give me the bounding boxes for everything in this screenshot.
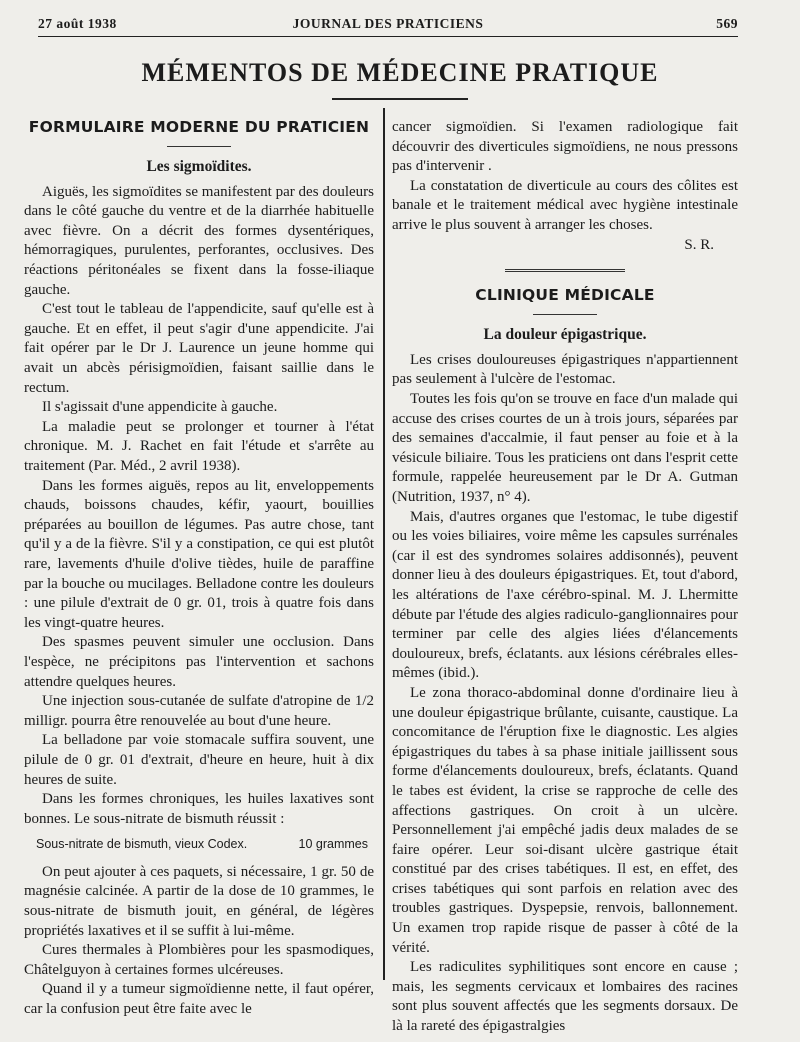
section-heading-formulaire: FORMULAIRE MODERNE DU PRATICIEN	[28, 118, 370, 136]
prescription-item: Sous-nitrate de bismuth, vieux Codex.	[36, 837, 248, 852]
paragraph: Les radiculites syphilitiques sont encore en cause ; mais, les segments cervicaux et lombaires des racines sont plus souvent affectés que les segments dorsaux. De là la rareté des épigastralgies	[392, 959, 738, 1035]
paragraph: Cures thermales à Plombières pour les spasmodiques, Châtelguyon à certaines formes ulcéreuses.	[24, 942, 374, 978]
page-number: 569	[716, 16, 738, 31]
prescription-line	[24, 835, 374, 855]
paragraph: On peut ajouter à ces paquets, si nécessaire, 1 gr. 50 de magnésie calcinée. A partir de la dose de 10 grammes, le sous-nitrate de bismuth jouit, en général, de légères propriétés laxatives et il se suffit à lui-même.	[24, 863, 374, 939]
paragraph: La constatation de diverticule au cours des côlites est banale et le traitement médical avec hygiène intestinale arrive le plus souvent à arranger les choses.	[392, 177, 738, 233]
article-separator	[505, 269, 625, 272]
page-title: MÉMENTOS DE MÉDECINE PRATIQUE	[141, 58, 659, 87]
title-rule	[332, 98, 468, 100]
paragraph: Dans les formes aiguës, repos au lit, enveloppements chauds, boissons chaudes, kéfir, yaourt, bouillies préparées au bouillon de légumes. Pas autre chose, tant qu'il y a de la fièvre. S'il y a constipation, ce qui est plutôt rare, lavements d'huile d'olive tièdes, huile de paraffine par la bouche ou mucilages. Belladone contre les douleurs : une pilule d'extrait de 0 gr. 01, trois à quatre fois dans les vingt-quatre heures.	[24, 477, 374, 631]
paragraph-continuation: cancer sigmoïdien. Si l'examen radiologique fait découvrir des diverticules sigmoïdiens, ne nous pressons pas d'intervenir .	[392, 119, 738, 175]
article-title-douleur: La douleur épigastrique.	[483, 326, 647, 344]
paragraph: La maladie peut se prolonger et tourner à l'état chronique. M. J. Rachet en fait l'étude et s'arrête au traitement (Par. Méd., 2 avril 1938).	[24, 418, 374, 474]
paragraph: Dans les formes chroniques, les huiles laxatives sont bonnes. Le sous-nitrate de bismuth réussit :	[24, 791, 374, 827]
section-rule	[533, 314, 597, 316]
issue-date: 27 août 1938	[38, 16, 117, 31]
paragraph: Des spasmes peuvent simuler une occlusion. Dans l'espèce, ne précipitons pas l'intervention et sachons attendre quelques heures.	[24, 634, 374, 690]
article-title-sigmoidites: Les sigmoïdites.	[146, 158, 252, 176]
paragraph: Les crises douloureuses épigastriques n'appartiennent pas seulement à l'ulcère de l'estomac.	[392, 351, 738, 388]
paragraph: Le zona thoraco-abdominal donne d'ordinaire lieu à une douleur épigastrique brûlante, cuisante, caustique. La concomitance de l'éruption fixe le diagnostic. Les algies épigastriques du tabes à sa phase initiale jaillissent sous forme d'élancements douloureux, brefs, éclatants. Quand le tabes est évident, la crise se rapproche de celle des affections gastriques. On croit à un ulcère. Personnellement j'ai empêché jadis deux malades de se faire opérer. Leur soi-disant ulcère gastrique était constitué par des crises tabétiques. Il est, en effet, des crises tabétiques qui sont parfois en relation avec des troubles gastriques. Dyspepsie, renvois, ballonnement. Un examen trop rapide risque de passer à côté de la vérité.	[392, 684, 738, 956]
paragraph: La belladone par voie stomacale suffira souvent, une pilule de 0 gr. 01 d'extrait, d'heure en heure, huit à dix heures de suite.	[24, 732, 374, 788]
left-column	[24, 118, 374, 1020]
prescription-quantity: 10 grammes	[298, 837, 368, 852]
journal-name: JOURNAL DES PRATICIENS	[292, 16, 484, 31]
paragraph: Aiguës, les sigmoïdites se manifestent par des douleurs dans le côté gauche du ventre et de la diarrhée habituelle avec fièvre. On a décrit des formes dysentériques, hémorragiques, purulentes, perforantes, occlusives. Des réactions péritonéales se fixent dans la fosse-iliaque gauche.	[24, 183, 374, 298]
right-column	[392, 118, 738, 1037]
paragraph: Une injection sous-cutanée de sulfate d'atropine de 1/2 milligr. pourra être renouvelée au bout d'une heure.	[24, 693, 374, 729]
running-head	[38, 14, 738, 37]
section-heading-clinique: CLINIQUE MÉDICALE	[475, 286, 655, 305]
author-signature: S. R.	[684, 236, 714, 253]
column-divider	[383, 108, 385, 980]
paragraph: Il s'agissait d'une appendicite à gauche.	[42, 399, 278, 416]
paragraph: Mais, d'autres organes que l'estomac, le tube digestif ou les voies biliaires, voire même les capsules surrénales (car il est des syndromes solaires addisonnés), peuvent donner lieu à des douleurs épigastriques. Et, tout d'abord, les altérations de l'axe cérébro-spinal. M. J. Lhermitte débute par l'étude des algies radiculo-ganglionnaires pour terminer par celle des algies liées d'élancements douloureux, brefs, éclatants. aux lésions cérébrales elles-mêmes (ibid.).	[392, 508, 738, 682]
paragraph: C'est tout le tableau de l'appendicite, sauf qu'elle est à gauche. Et en effet, il peut s'agir d'une appendicite. J'ai fait opérer par le Dr J. Laurence un jeune homme qui avait un abcès périsigmoïdien, faisant saillie dans le rectum.	[24, 301, 374, 396]
signature-line	[392, 236, 738, 256]
paragraph: Toutes les fois qu'on se trouve en face d'un malade qui accuse des crises courtes de un à trois jours, séparées par des semaines d'accalmie, il faut penser au foie et à la vésicule biliaire. Tous les praticiens ont dans l'esprit cette formule, rappelée heureusement par le Dr A. Gutman (Nutrition, 1937, n° 4).	[392, 391, 738, 505]
section-rule	[167, 146, 231, 148]
paragraph: Quand il y a tumeur sigmoïdienne nette, il faut opérer, car la confusion peut être faite avec le	[24, 981, 374, 1018]
